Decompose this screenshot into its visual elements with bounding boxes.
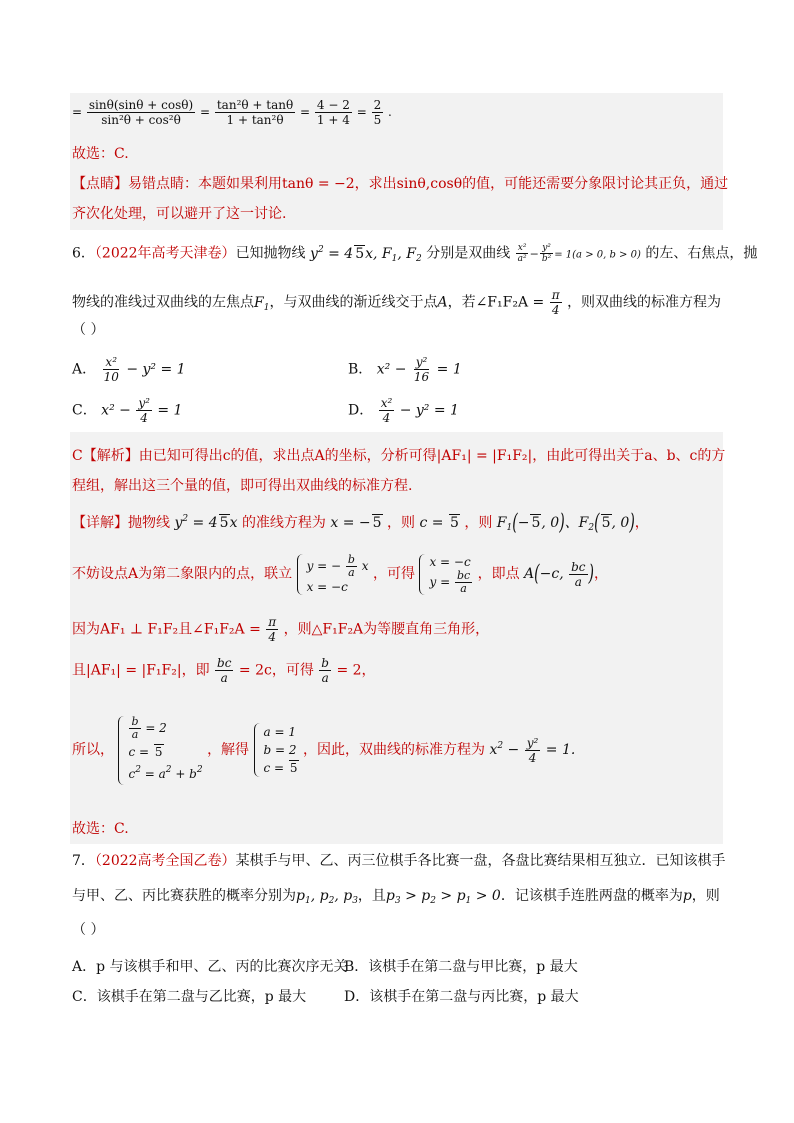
- q7-stem-line2: 与甲、乙、丙比赛获胜的概率分别为$p_1$, $p_2$, $p_3$，且$p_3 > p_2 > p_1 > 0$．记该棋手连胜两盘的概率为p，则: [72, 888, 720, 906]
- q7-option-c[interactable]: C．该棋手在第二盘与乙比赛，p 最大: [72, 989, 307, 1005]
- q6-stem-line1: 6．（2022年高考天津卷）已知抛物线 $y^2 = 4$ 5x, $F_1$, $F_2$ 分别是双曲线 $\frac{\text{x²}}{\text{a²}}$ − $\frac{\text{y²}}{\text{b²}}$ = 1(a > 0, b > 0) 的左、右焦点，抛: [72, 243, 758, 264]
- q7-option-b[interactable]: B．该棋手在第二盘与甲比赛，p 最大: [344, 959, 578, 975]
- q6-blank: （ ）: [72, 322, 105, 338]
- q6-detail-line5: 所以， $\frac{b}{a}$ = 2 c = 5 $c^2 = a^2 + b^2$ ，解得 a = 1 b = 2 c = 5 ，因此，双曲线的标准方程为 $x^2$ − $\frac{\text{y²}}{4}$ = 1.: [72, 702, 575, 798]
- q6-analysis-line1: C【解析】由已知可得出c的值，求出点A的坐标，分析可得|AF₁| = |F₁F₂|，由此可得出关于a、b、c的方: [72, 448, 726, 464]
- q7-option-d[interactable]: D．该棋手在第二盘与丙比赛，p 最大: [344, 989, 579, 1005]
- q7-stem-line1: 7．（2022高考全国乙卷）某棋手与甲、乙、丙三位棋手各比赛一盘，各盘比赛结果相互独立．已知该棋手: [72, 853, 726, 869]
- prev-tip-line1: 【点睛】易错点睛：本题如果利用tanθ = −2，求出sinθ,cosθ的值，可能还需要分象限讨论其正负，通过: [72, 176, 729, 192]
- q6-detail-line2: 不妨设点A为第二象限内的点，联立 y = − $\frac{b}{a}$ x x = −c ，可得 x = −c y = $\frac{bc}{a}$ ，即点 A(−c, $\frac{bc}{a}$ )，: [72, 552, 608, 595]
- q6-option-d[interactable]: D． $\frac{\text{x²}}{4}$ − y² = 1: [348, 396, 459, 425]
- q6-detail-line4: 且|AF₁| = |F₁F₂|，即 $\frac{bc}{a}$ = 2c，可得 $\frac{b}{a}$ = 2，: [72, 656, 376, 685]
- q7-blank: （ ）: [72, 922, 105, 938]
- prev-solution-equation: = $\frac{\sin\theta(\sin\theta + \cos\theta)}{\text{sin²θ + cos²θ}}$ = $\frac{\text{tan²θ + tanθ}}{\text{1 + tan²θ}}$ = $\frac{4 - 2}{1 + 4}$ = $\frac{2}{5}$ .: [72, 98, 392, 127]
- q6-option-b[interactable]: B． x² − $\frac{\text{y²}}{16}$ = 1: [348, 355, 462, 384]
- prev-tip-line2: 齐次化处理，可以避开了这一讨论.: [72, 206, 287, 222]
- q6-option-a[interactable]: A． $\frac{\text{x²}}{10}$ − y² = 1: [72, 355, 186, 384]
- prev-answer: 故选：C.: [72, 146, 129, 162]
- q6-analysis-line2: 程组，解出这三个量的值，即可得出双曲线的标准方程.: [72, 478, 413, 494]
- q6-detail-line3: 因为AF₁ ⊥ F₁F₂且∠F₁F₂A = $\frac{\pi}{4}$ ，则△F₁F₂A为等腰直角三角形，: [72, 615, 490, 644]
- q6-stem-line2: 物线的准线过双曲线的左焦点$F_1$，与双曲线的渐近线交于点A，若∠F₁F₂A = $\frac{\pi}{4}$ ，则双曲线的标准方程为: [72, 288, 722, 317]
- q6-answer: 故选：C.: [72, 821, 129, 837]
- q7-option-a[interactable]: A．p 与该棋手和甲、乙、丙的比赛次序无关: [72, 959, 348, 975]
- q6-option-c[interactable]: C． x² − $\frac{\text{y²}}{4}$ = 1: [72, 396, 183, 425]
- q6-detail-line1: 【详解】抛物线 $y^2 = 4$ 5x 的准线方程为 x = − 5 ，则 c = 5 ，则 $F_1(- 5$, 0)、$F_2$( 5, 0)，: [72, 510, 649, 536]
